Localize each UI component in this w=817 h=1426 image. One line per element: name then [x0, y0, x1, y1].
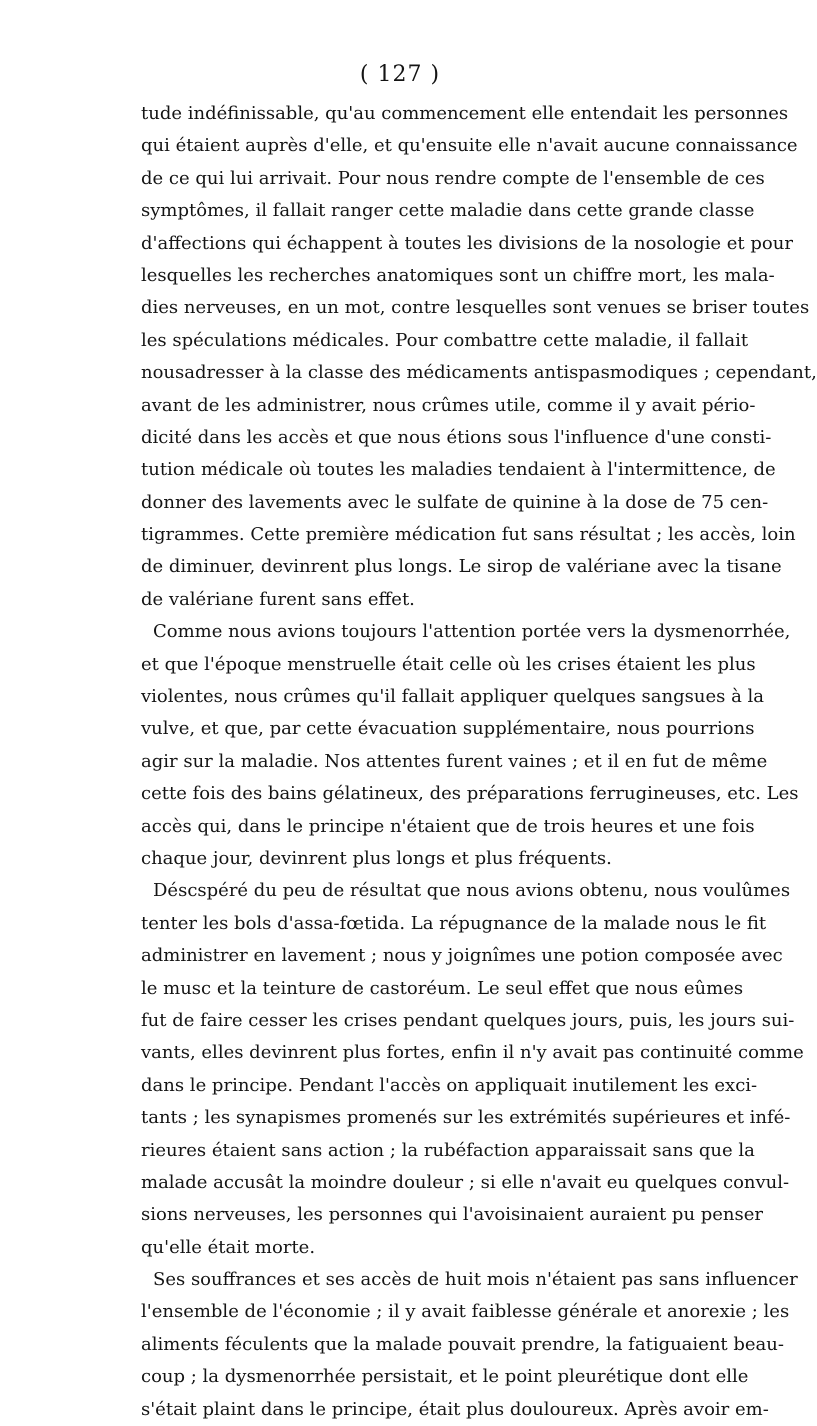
text-line: vants, elles devinrent plus fortes, enfin il n'y avait pas continuité comme	[141, 1042, 804, 1064]
text-line: agir sur la maladie. Nos attentes furent vaines ; et il en fut de même	[141, 750, 768, 772]
text-line: tants ; les synapismes promenés sur les extrémités supérieures et infé-	[141, 1107, 791, 1129]
text-line: chaque jour, devinrent plus longs et plus fréquents.	[141, 847, 612, 869]
text-line: Comme nous avions toujours l'attention portée vers la dysmenorrhée,	[153, 621, 791, 643]
text-line: qu'elle était morte.	[141, 1236, 316, 1258]
text-line: cette fois des bains gélatineux, des préparations ferrugineuses, etc. Les	[141, 783, 799, 805]
text-line: de ce qui lui arrivait. Pour nous rendre compte de l'ensemble de ces	[141, 167, 765, 189]
paragraph	[141, 98, 817, 616]
text-line: les spéculations médicales. Pour combattre cette maladie, il fallait	[141, 329, 749, 351]
text-line: d'affections qui échappent à toutes les divisions de la nosologie et pour	[141, 232, 793, 254]
text-line: et que l'époque menstruelle était celle où les crises étaient les plus	[141, 653, 756, 675]
text-line: Déscspéré du peu de résultat que nous avions obtenu, nous voulûmes	[153, 880, 791, 902]
text-line: tenter les bols d'assa-fœtida. La répugnance de la malade nous le fit	[141, 912, 767, 934]
text-line: l'ensemble de l'économie ; il y avait faiblesse générale et anorexie ; les	[141, 1301, 790, 1323]
text-line: vulve, et que, par cette évacuation supplémentaire, nous pourrions	[141, 718, 755, 740]
text-line: sions nerveuses, les personnes qui l'avoisinaient auraient pu penser	[141, 1204, 764, 1226]
text-line: accès qui, dans le principe n'étaient que de trois heures et une fois	[141, 815, 755, 837]
text-line: aliments féculents que la malade pouvait prendre, la fatiguaient beau-	[141, 1333, 784, 1355]
text-line: donner des lavements avec le sulfate de quinine à la dose de 75 cen-	[141, 491, 769, 513]
text-line: tigrammes. Cette première médication fut sans résultat ; les accès, loin	[141, 524, 796, 546]
text-line: tution médicale où toutes les maladies tendaient à l'intermittence, de	[141, 459, 776, 481]
text-line: rieures étaient sans action ; la rubéfaction apparaissait sans que la	[141, 1139, 755, 1161]
text-line: malade accusât la moindre douleur ; si elle n'avait eu quelques convul-	[141, 1171, 790, 1193]
body-text	[141, 98, 817, 1426]
page-number: ( 127 )	[359, 62, 441, 87]
paragraph	[141, 1264, 798, 1426]
text-line: tude indéfinissable, qu'au commencement elle entendait les personnes	[141, 103, 789, 124]
text-line: de valériane furent sans effet.	[141, 588, 415, 610]
text-line: nousadresser à la classe des médicaments antispasmodiques ; cependant,	[141, 362, 817, 384]
text-line: de diminuer, devinrent plus longs. Le sirop de valériane avec la tisane	[141, 556, 782, 578]
text-line: Ses souffrances et ses accès de huit mois n'étaient pas sans influencer	[153, 1269, 798, 1291]
text-line: le musc et la teinture de castoréum. Le seul effet que nous eûmes	[141, 977, 744, 999]
text-line: dies nerveuses, en un mot, contre lesquelles sont venues se briser toutes	[141, 297, 810, 319]
text-line: administrer en lavement ; nous y joignîmes une potion composée avec	[141, 945, 783, 967]
text-line: qui étaient auprès d'elle, et qu'ensuite elle n'avait aucune connaissance	[141, 135, 798, 157]
text-line: avant de les administrer, nous crûmes utile, comme il y avait pério-	[141, 394, 756, 416]
text-line: s'était plaint dans le principe, était plus douloureux. Après avoir em-	[141, 1398, 769, 1420]
text-line: dicité dans les accès et que nous étions sous l'influence d'une consti-	[141, 426, 772, 448]
text-line: dans le principe. Pendant l'accès on appliquait inutilement les exci-	[141, 1074, 758, 1096]
text-line: lesquelles les recherches anatomiques sont un chiffre mort, les mala-	[141, 264, 775, 286]
paragraph	[141, 875, 804, 1264]
text-line: symptômes, il fallait ranger cette maladie dans cette grande classe	[141, 200, 755, 222]
text-line: violentes, nous crûmes qu'il fallait appliquer quelques sangsues à la	[141, 686, 765, 708]
paragraph	[141, 616, 799, 875]
text-line: fut de faire cesser les crises pendant quelques jours, puis, les jours sui-	[141, 1009, 795, 1031]
text-line: coup ; la dysmenorrhée persistait, et le point pleurétique dont elle	[141, 1366, 749, 1388]
